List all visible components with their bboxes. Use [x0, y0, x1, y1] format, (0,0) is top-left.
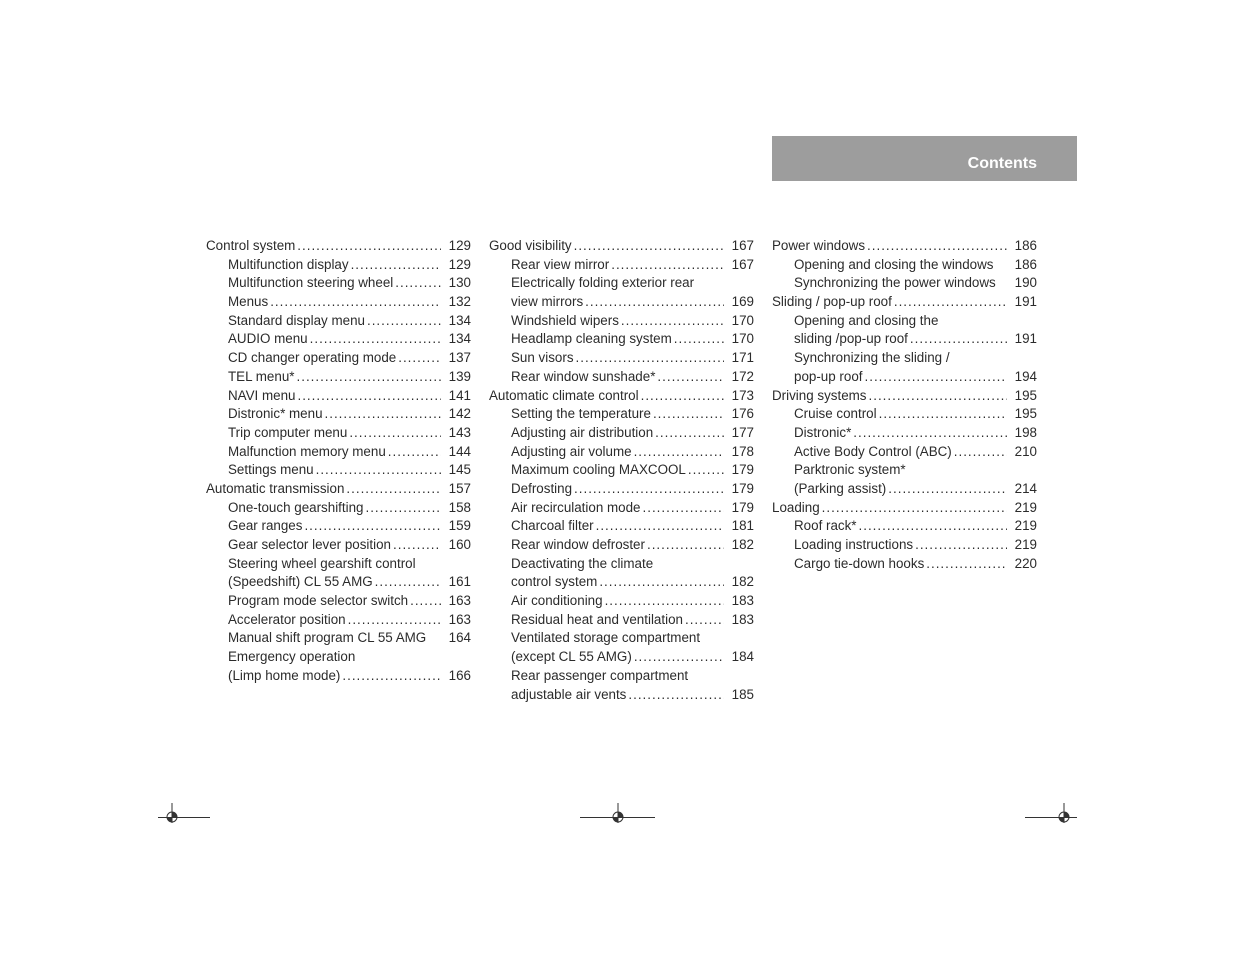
toc-entry-label: Roof rack*: [794, 518, 857, 534]
toc-entry-label: view mirrors: [511, 294, 584, 310]
toc-entry-page-number: 139: [448, 368, 471, 384]
toc-entry[interactable]: [206, 387, 471, 406]
dot-leader: [628, 686, 724, 705]
toc-entry[interactable]: [772, 517, 1037, 536]
toc-entry[interactable]: [206, 274, 471, 293]
dot-leader: [398, 349, 441, 368]
dot-leader: [657, 368, 724, 387]
dot-leader: [621, 312, 724, 331]
toc-entry-label: Rear view mirror: [511, 256, 610, 272]
toc-entry[interactable]: [489, 536, 754, 555]
toc-entry[interactable]: [489, 517, 754, 536]
toc-entry[interactable]: [772, 480, 1037, 499]
dot-leader: [634, 648, 724, 667]
toc-entry-page-number: 166: [448, 667, 471, 683]
toc-column-3: [772, 237, 1037, 573]
toc-entry-page-number: 137: [448, 350, 471, 366]
toc-entry[interactable]: [489, 349, 754, 368]
toc-entry-page-number: 219: [1014, 537, 1037, 552]
toc-entry-label: AUDIO menu: [228, 331, 308, 347]
toc-entry[interactable]: [489, 256, 754, 275]
toc-entry[interactable]: [206, 256, 471, 275]
toc-entry[interactable]: [489, 592, 754, 611]
toc-entry-label: Headlamp cleaning system: [511, 331, 672, 347]
toc-entry-page-number: 129: [448, 256, 471, 272]
toc-entry-label: pop-up roof: [794, 368, 863, 384]
toc-entry-label: Windshield wipers: [511, 312, 619, 328]
toc-entry-label: Loading instructions: [794, 537, 914, 552]
toc-entry-label: Program mode selector switch: [228, 593, 409, 609]
dot-leader: [641, 387, 724, 406]
dot-leader: [605, 592, 724, 611]
toc-entry-page-number: 164: [448, 630, 471, 646]
toc-entry[interactable]: [206, 312, 471, 331]
dot-leader: [574, 237, 724, 256]
toc-entry-label: Menus: [228, 294, 269, 310]
dot-leader: [349, 424, 441, 443]
toc-entry-page-number: 159: [448, 518, 471, 534]
toc-entry-label: Rear window defroster: [511, 537, 645, 552]
toc-entry-label: Distronic*: [794, 424, 852, 440]
toc-entry[interactable]: [772, 443, 1037, 462]
dot-leader: [611, 256, 724, 275]
toc-entry-page-number: 176: [731, 406, 754, 422]
toc-entry-page-number: 160: [448, 537, 471, 552]
toc-entry-page-number: 185: [731, 686, 754, 702]
toc-entry[interactable]: [206, 405, 471, 424]
toc-entry-page-number: 129: [448, 238, 471, 253]
toc-entry[interactable]: [489, 387, 754, 406]
toc-entry-page-number: 161: [448, 574, 471, 590]
toc-entry-page-number: 144: [448, 443, 471, 459]
toc-entry[interactable]: [489, 330, 754, 349]
toc-entry-page-number: 179: [731, 462, 754, 478]
toc-entry[interactable]: [772, 387, 1037, 406]
dot-leader: [304, 517, 441, 536]
toc-entry-label: (except CL 55 AMG): [511, 649, 632, 665]
toc-entry-page-number: 134: [448, 331, 471, 347]
toc-entry-label: Accelerator position: [228, 611, 346, 627]
toc-entry-label: Multifunction display: [228, 256, 349, 272]
toc-entry[interactable]: [489, 461, 754, 480]
toc-entry[interactable]: [489, 629, 754, 648]
toc-entry-label: Driving systems: [772, 387, 867, 403]
dot-leader: [367, 312, 441, 331]
dot-leader: [365, 499, 441, 518]
toc-entry-page-number: 219: [1014, 499, 1037, 515]
dot-leader: [634, 443, 724, 462]
dot-leader: [395, 274, 441, 293]
dot-leader: [688, 461, 724, 480]
toc-entry-label: Manual shift program CL 55 AMG: [228, 630, 427, 646]
toc-entry-label: Automatic transmission: [206, 480, 345, 496]
toc-entry-label: Synchronizing the power windows: [794, 275, 996, 291]
toc-entry[interactable]: [489, 312, 754, 331]
toc-entry-page-number: 132: [448, 294, 471, 310]
dot-leader: [894, 293, 1007, 312]
toc-entry[interactable]: [772, 405, 1037, 424]
toc-entry[interactable]: [772, 499, 1037, 518]
toc-entry-label: Loading: [772, 499, 820, 515]
dot-leader: [859, 517, 1007, 536]
toc-entry-label: Good visibility: [489, 238, 572, 253]
toc-entry-label: Defrosting: [511, 480, 573, 496]
toc-entry[interactable]: [489, 667, 754, 686]
toc-entry-page-number: 170: [731, 312, 754, 328]
toc-entry[interactable]: [772, 293, 1037, 312]
toc-entry-page-number: 169: [731, 294, 754, 310]
toc-entry-label: Settings menu: [228, 462, 314, 478]
toc-entry-page-number: 214: [1014, 480, 1037, 496]
toc-entry[interactable]: [206, 573, 471, 592]
dot-leader: [393, 536, 441, 555]
dot-leader: [910, 330, 1007, 349]
toc-entry[interactable]: [489, 293, 754, 312]
dot-leader: [310, 330, 441, 349]
toc-entry-label: Air recirculation mode: [511, 499, 641, 515]
toc-entry[interactable]: [772, 424, 1037, 443]
toc-entry[interactable]: [206, 424, 471, 443]
toc-entry-page-number: 220: [1014, 555, 1037, 571]
toc-entry-page-number: 181: [731, 518, 754, 534]
toc-entry-page-number: 195: [1014, 406, 1037, 422]
toc-entry-label: Multifunction steering wheel: [228, 275, 394, 291]
toc-entry-page-number: 177: [731, 424, 754, 440]
toc-entry-label: Adjusting air distribution: [511, 424, 654, 440]
toc-entry[interactable]: [489, 424, 754, 443]
toc-entry-label: Synchronizing the sliding /: [794, 350, 950, 366]
toc-entry-page-number: 158: [448, 499, 471, 515]
toc-entry-label: Rear passenger compartment: [511, 667, 689, 683]
dot-leader: [643, 499, 725, 518]
toc-entry-page-number: 173: [731, 387, 754, 403]
dot-leader: [316, 461, 441, 480]
toc-entry-page-number: 179: [731, 480, 754, 496]
toc-entry-label: NAVI menu: [228, 387, 296, 403]
toc-entry[interactable]: [489, 499, 754, 518]
toc-entry-page-number: 194: [1014, 368, 1037, 384]
toc-entry-page-number: 178: [731, 443, 754, 459]
toc-entry[interactable]: [772, 349, 1037, 368]
toc-entry[interactable]: [772, 536, 1037, 555]
toc-entry-label: Trip computer menu: [228, 424, 348, 440]
toc-entry-page-number: 198: [1014, 424, 1037, 440]
page-title: Contents: [967, 155, 1037, 172]
toc-entry-label: Sliding / pop-up roof: [772, 294, 892, 310]
toc-entry-page-number: 190: [1014, 275, 1037, 291]
toc-column-2: [489, 237, 754, 704]
toc-entry[interactable]: [206, 667, 471, 686]
dot-leader: [647, 536, 724, 555]
toc-entry[interactable]: [206, 648, 471, 667]
dot-leader: [596, 517, 724, 536]
dot-leader: [297, 387, 441, 406]
toc-entry-label: Electrically folding exterior rear: [511, 275, 695, 291]
toc-entry[interactable]: [489, 368, 754, 387]
dot-leader: [574, 480, 724, 499]
toc-entry-page-number: 167: [731, 256, 754, 272]
toc-entry-label: One-touch gearshifting: [228, 499, 364, 515]
toc-entry-page-number: 141: [448, 387, 471, 403]
toc-entry-page-number: 183: [731, 593, 754, 609]
toc-entry[interactable]: [772, 555, 1037, 574]
toc-entry[interactable]: [206, 611, 471, 630]
dot-leader: [926, 555, 1007, 574]
dot-leader: [869, 387, 1008, 406]
toc-entry[interactable]: [489, 573, 754, 592]
toc-entry-label: Opening and closing the windows: [794, 256, 994, 272]
toc-entry-page-number: 134: [448, 312, 471, 328]
toc-entry[interactable]: [772, 312, 1037, 331]
toc-entry[interactable]: [206, 443, 471, 462]
toc-entry[interactable]: [206, 592, 471, 611]
toc-entry-page-number: 210: [1014, 443, 1037, 459]
registration-mark-right-icon: [1054, 803, 1074, 823]
toc-entry-label: (Speedshift) CL 55 AMG: [228, 574, 373, 590]
toc-entry[interactable]: [489, 405, 754, 424]
toc-entry-label: Cargo tie-down hooks: [794, 555, 925, 571]
dot-leader: [325, 405, 441, 424]
toc-entry-page-number: 167: [731, 238, 754, 253]
toc-entry-label: Distronic* menu: [228, 406, 323, 422]
toc-column-1: [206, 237, 471, 686]
toc-entry-page-number: 186: [1014, 238, 1037, 253]
toc-entry-label: Control system: [206, 238, 296, 253]
toc-entry-label: sliding /pop-up roof: [794, 331, 908, 347]
toc-entry[interactable]: [772, 368, 1037, 387]
toc-entry-page-number: 163: [448, 611, 471, 627]
dot-leader: [346, 480, 441, 499]
dot-leader: [348, 611, 441, 630]
toc-entry-page-number: 184: [731, 649, 754, 665]
toc-entry[interactable]: [489, 274, 754, 293]
toc-entry-label: Active Body Control (ABC): [794, 443, 952, 459]
dot-leader: [270, 293, 441, 312]
toc-entry-label: Power windows: [772, 238, 866, 253]
toc-entry-page-number: 142: [448, 406, 471, 422]
toc-entry-page-number: 195: [1014, 387, 1037, 403]
dot-leader: [888, 480, 1007, 499]
toc-entry-label: Charcoal filter: [511, 518, 594, 534]
toc-entry-page-number: 186: [1014, 256, 1037, 272]
toc-entry-label: Maximum cooling MAXCOOL: [511, 462, 686, 478]
toc-entry-label: Steering wheel gearshift control: [228, 555, 416, 571]
toc-entry[interactable]: [489, 237, 754, 256]
toc-entry[interactable]: [772, 461, 1037, 480]
toc-entry-label: Deactivating the climate: [511, 555, 654, 571]
dot-leader: [865, 368, 1008, 387]
toc-entry[interactable]: [206, 629, 471, 648]
dot-leader: [576, 349, 724, 368]
toc-entry[interactable]: [489, 611, 754, 630]
toc-entry-page-number: 179: [731, 499, 754, 515]
toc-entry[interactable]: [489, 480, 754, 499]
toc-entry-page-number: 191: [1014, 294, 1037, 310]
toc-entry-label: Malfunction memory menu: [228, 443, 386, 459]
toc-entry-page-number: 143: [448, 424, 471, 440]
toc-entry-page-number: 170: [731, 331, 754, 347]
toc-entry-page-number: 183: [731, 611, 754, 627]
toc-entry[interactable]: [206, 480, 471, 499]
registration-mark-left-icon: [162, 803, 182, 823]
toc-entry[interactable]: [489, 686, 754, 705]
dot-leader: [655, 424, 724, 443]
dot-leader: [388, 443, 441, 462]
toc-entry-page-number: 145: [448, 462, 471, 478]
dot-leader: [585, 293, 724, 312]
toc-entry-label: Adjusting air volume: [511, 443, 632, 459]
toc-entry[interactable]: [772, 237, 1037, 256]
dot-leader: [599, 573, 724, 592]
dot-leader: [342, 667, 441, 686]
toc-entry-page-number: 182: [731, 537, 754, 552]
toc-entry[interactable]: [206, 536, 471, 555]
dot-leader: [297, 237, 441, 256]
toc-entry-label: Automatic climate control: [489, 387, 639, 403]
dot-leader: [375, 573, 441, 592]
toc-entry-page-number: 182: [731, 574, 754, 590]
toc-entry-label: Cruise control: [794, 406, 877, 422]
toc-entry[interactable]: [206, 461, 471, 480]
toc-entry-label: TEL menu*: [228, 368, 295, 384]
toc-entry[interactable]: [489, 443, 754, 462]
toc-entry-page-number: 163: [448, 593, 471, 609]
dot-leader: [351, 256, 441, 275]
toc-entry-label: adjustable air vents: [511, 686, 627, 702]
toc-entry-label: Parktronic system*: [794, 462, 906, 478]
toc-entry[interactable]: [772, 274, 1037, 293]
toc-entry[interactable]: [206, 517, 471, 536]
dot-leader: [685, 611, 724, 630]
toc-entry-label: Ventilated storage compartment: [511, 630, 701, 646]
toc-entry-label: Gear ranges: [228, 518, 303, 534]
toc-entry[interactable]: [206, 499, 471, 518]
toc-entry-page-number: 130: [448, 275, 471, 291]
registration-mark-center-icon: [608, 803, 628, 823]
toc-entry-page-number: 219: [1014, 518, 1037, 534]
toc-entry[interactable]: [206, 293, 471, 312]
toc-entry[interactable]: [489, 648, 754, 667]
toc-entry[interactable]: [772, 256, 1037, 275]
toc-entry-label: control system: [511, 574, 598, 590]
toc-entry[interactable]: [206, 237, 471, 256]
toc-entry-label: Opening and closing the: [794, 312, 939, 328]
toc-entry[interactable]: [206, 555, 471, 574]
dot-leader: [674, 330, 724, 349]
toc-entry-label: Gear selector lever position: [228, 537, 391, 552]
dot-leader: [410, 592, 441, 611]
toc-entry-label: Residual heat and ventilation: [511, 611, 683, 627]
dot-leader: [915, 536, 1007, 555]
toc-entry-label: Air conditioning: [511, 593, 603, 609]
toc-entry-label: Sun visors: [511, 350, 574, 366]
dot-leader: [653, 405, 724, 424]
dot-leader: [853, 424, 1007, 443]
toc-entry-label: Standard display menu: [228, 312, 365, 328]
toc-entry[interactable]: [206, 330, 471, 349]
toc-entry-page-number: 191: [1014, 331, 1037, 347]
toc-entry-label: Rear window sunshade*: [511, 368, 656, 384]
toc-entry-label: Setting the temperature: [511, 406, 651, 422]
toc-entry[interactable]: [489, 555, 754, 574]
toc-entry[interactable]: [772, 330, 1037, 349]
dot-leader: [297, 368, 442, 387]
toc-entry-page-number: 157: [448, 480, 471, 496]
toc-entry-label: CD changer operating mode: [228, 350, 397, 366]
dot-leader: [954, 443, 1007, 462]
toc-entry[interactable]: [206, 368, 471, 387]
toc-entry-label: (Parking assist): [794, 480, 887, 496]
contents-header-tab: [772, 136, 1077, 181]
toc-entry[interactable]: [206, 349, 471, 368]
dot-leader: [822, 499, 1007, 518]
dot-leader: [867, 237, 1007, 256]
toc-entry-label: (Limp home mode): [228, 667, 341, 683]
toc-entry-label: Emergency operation: [228, 649, 356, 665]
dot-leader: [879, 405, 1007, 424]
toc-entry-page-number: 171: [731, 350, 754, 366]
toc-entry-page-number: 172: [731, 368, 754, 384]
